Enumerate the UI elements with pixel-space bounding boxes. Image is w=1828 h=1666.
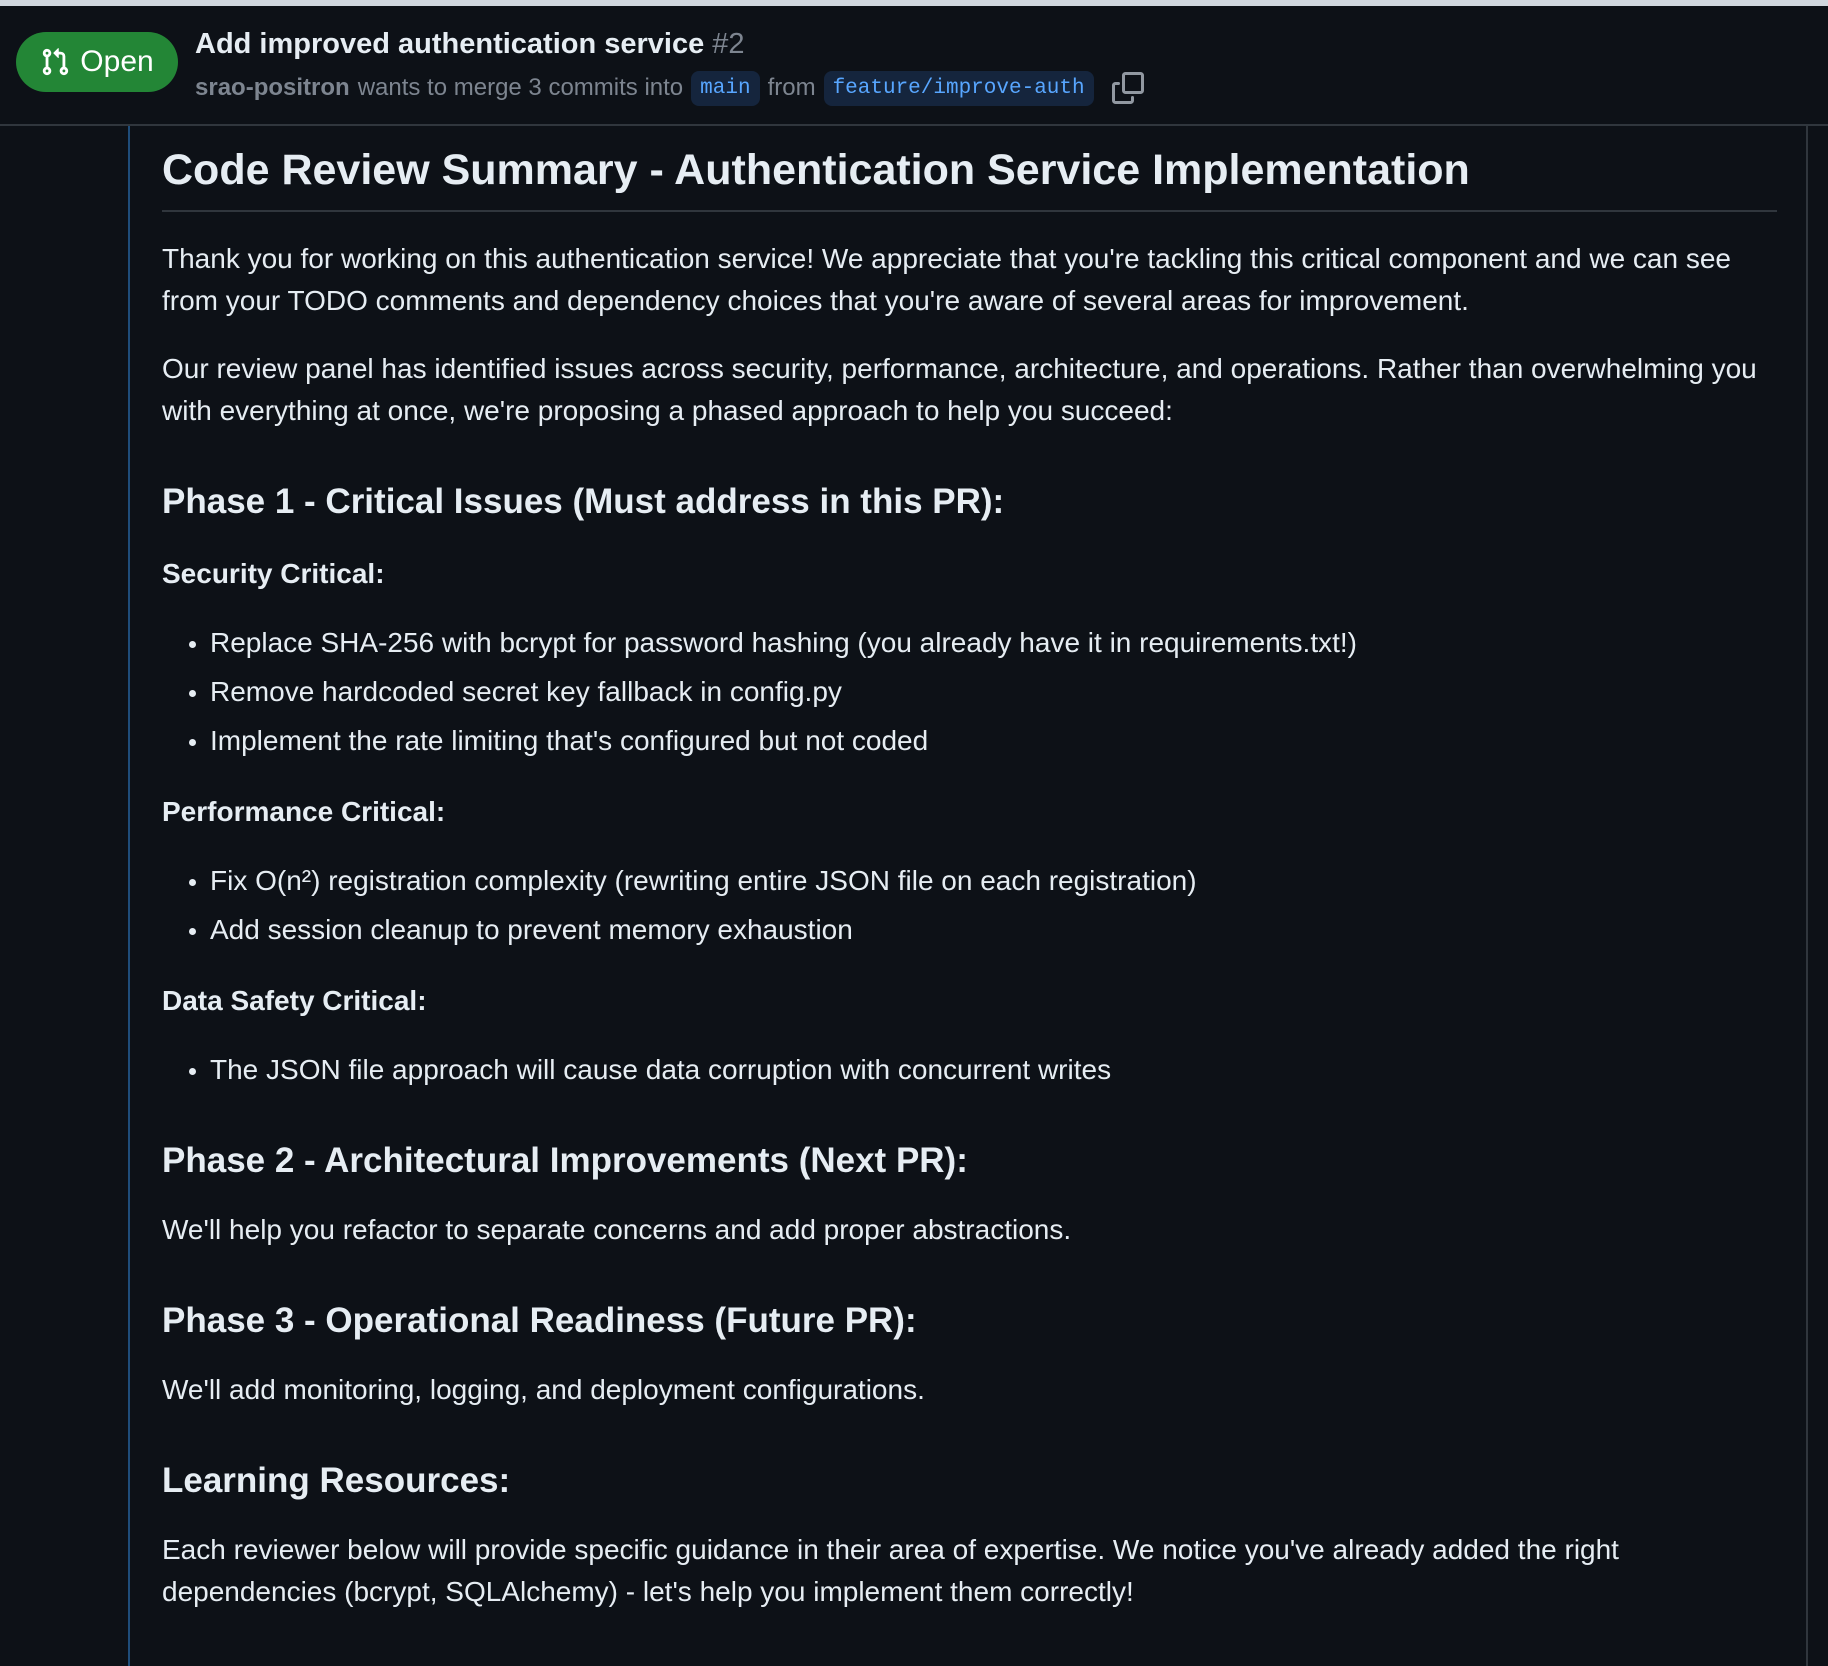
list-item: • Replace SHA-256 with bcrypt for password hashing (you already have it in requirements.txt!)	[210, 622, 1777, 664]
git-pull-request-icon	[40, 47, 70, 77]
phase3-heading: Phase 3 - Operational Readiness (Future PR):	[162, 1301, 917, 1340]
security-critical-list	[162, 622, 1777, 762]
pr-author-link[interactable]: srao-positron	[195, 74, 350, 101]
pr-title-text: Add improved authentication service	[195, 28, 705, 60]
copy-branch-button[interactable]	[1108, 68, 1148, 108]
pr-merge-info	[195, 68, 1148, 108]
review-title: Code Review Summary - Authentication Service Implementation	[162, 142, 1777, 212]
performance-critical-heading: Performance Critical:	[162, 796, 446, 827]
pr-merge-text: wants to merge 3 commits into	[357, 74, 684, 101]
list-item: • Remove hardcoded secret key fallback in config.py	[210, 671, 1777, 713]
data-safety-critical-list	[162, 1049, 1777, 1091]
phase2-heading: Phase 2 - Architectural Improvements (Next PR):	[162, 1141, 968, 1180]
pr-state-badge	[16, 32, 178, 92]
pr-title	[195, 28, 745, 61]
performance-critical-list	[162, 860, 1777, 951]
panel-paragraph: Our review panel has identified issues across security, performance, architecture, and operations. Rather than overwhelming you with everything at once, we're proposing a phased approach to help you succeed:	[162, 353, 1757, 426]
comment-body	[162, 126, 1777, 1613]
list-item: • Add session cleanup to prevent memory exhaustion	[210, 909, 1777, 951]
pr-from-text: from	[767, 74, 816, 101]
learning-resources-text: Each reviewer below will provide specific guidance in their area of expertise. We notice you've already added the right dependencies (bcrypt, SQLAlchemy) - let's help you implement them correctly!	[162, 1534, 1619, 1607]
phase1-heading: Phase 1 - Critical Issues (Must address in this PR):	[162, 482, 1005, 521]
list-item: • Implement the rate limiting that's configured but not coded	[210, 720, 1777, 762]
learning-resources-heading: Learning Resources:	[162, 1461, 511, 1500]
intro-paragraph: Thank you for working on this authentication service! We appreciate that you're tackling this critical component and we can see from your TODO comments and dependency choices that you're aware of several areas for improvement.	[162, 243, 1731, 316]
security-critical-heading: Security Critical:	[162, 558, 385, 589]
pr-number: #2	[712, 28, 745, 60]
copy-icon	[1112, 72, 1144, 104]
pr-header	[0, 6, 1828, 126]
data-safety-critical-heading: Data Safety Critical:	[162, 985, 427, 1016]
head-branch-link[interactable]: feature/improve-auth	[824, 71, 1094, 106]
base-branch-link[interactable]: main	[691, 71, 759, 106]
list-item: • Fix O(n²) registration complexity (rewriting entire JSON file on each registration)	[210, 860, 1777, 902]
phase2-text: We'll help you refactor to separate concerns and add proper abstractions.	[162, 1214, 1072, 1245]
phase3-text: We'll add monitoring, logging, and deployment configurations.	[162, 1374, 925, 1405]
pr-state-label: Open	[80, 45, 154, 78]
list-item: • The JSON file approach will cause data corruption with concurrent writes	[210, 1049, 1777, 1091]
